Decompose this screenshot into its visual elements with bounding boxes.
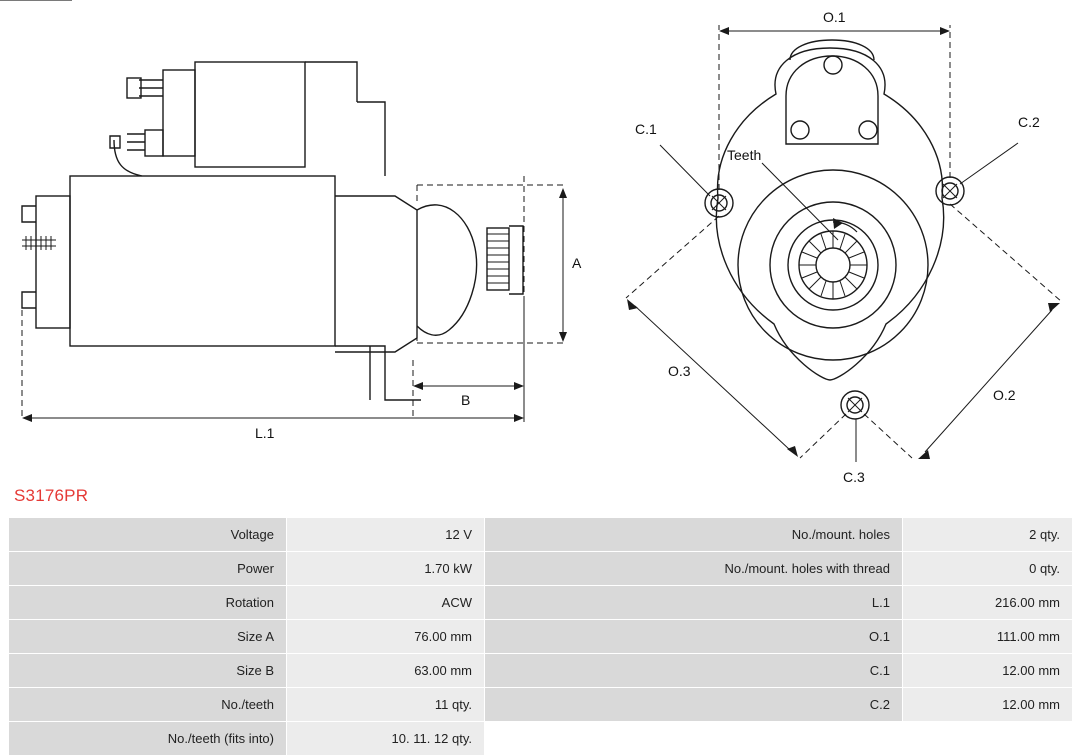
spec-label: Rotation <box>9 586 287 620</box>
spec-value: 111.00 mm <box>903 620 1073 654</box>
dimension-label-l1: L.1 <box>255 425 275 441</box>
spec-value: 10. 11. 12 qty. <box>287 722 485 756</box>
spec-label: No./mount. holes <box>485 518 903 552</box>
spec-label: C.1 <box>485 654 903 688</box>
table-row <box>9 552 1073 586</box>
spec-value: 216.00 mm <box>903 586 1073 620</box>
spec-label: Voltage <box>9 518 287 552</box>
spec-value: 2 qty. <box>903 518 1073 552</box>
label-teeth: Teeth <box>727 147 762 163</box>
spec-value: 12.00 mm <box>903 654 1073 688</box>
spec-label: O.1 <box>485 620 903 654</box>
dimension-label-b: B <box>461 392 471 408</box>
dimension-label-o2: O.2 <box>993 387 1016 403</box>
spec-label: Size A <box>9 620 287 654</box>
spec-label: Power <box>9 552 287 586</box>
dimension-label-c1: C.1 <box>635 121 657 137</box>
spec-value: 12 V <box>287 518 485 552</box>
side-view-dimensions <box>22 176 567 426</box>
dimension-label-c3: C.3 <box>843 469 865 485</box>
table-row <box>9 518 1073 552</box>
table-row <box>9 586 1073 620</box>
spec-label: L.1 <box>485 586 903 620</box>
table-row <box>9 722 1073 756</box>
spec-value: 63.00 mm <box>287 654 485 688</box>
spec-label: C.2 <box>485 688 903 722</box>
dimension-label-o1: O.1 <box>823 9 846 25</box>
side-view-drawing <box>22 62 523 400</box>
spec-value: 0 qty. <box>903 552 1073 586</box>
dimension-label-a: A <box>572 255 582 271</box>
front-view-drawing <box>705 40 964 419</box>
spec-label: No./teeth <box>9 688 287 722</box>
spec-value: 12.00 mm <box>903 688 1073 722</box>
spec-label: No./teeth (fits into) <box>9 722 287 756</box>
spec-label: Size B <box>9 654 287 688</box>
spec-value: ACW <box>287 586 485 620</box>
spec-empty-cell <box>485 722 903 756</box>
spec-value: 11 qty. <box>287 688 485 722</box>
specifications-table <box>8 517 1073 756</box>
spec-value: 1.70 kW <box>287 552 485 586</box>
table-row <box>9 688 1073 722</box>
spec-empty-cell <box>903 722 1073 756</box>
table-row <box>9 654 1073 688</box>
dimension-label-o3: O.3 <box>668 363 691 379</box>
part-number: S3176PR <box>14 486 89 505</box>
table-row <box>9 620 1073 654</box>
spec-value: 76.00 mm <box>287 620 485 654</box>
dimension-label-c2: C.2 <box>1018 114 1040 130</box>
spec-label: No./mount. holes with thread <box>485 552 903 586</box>
